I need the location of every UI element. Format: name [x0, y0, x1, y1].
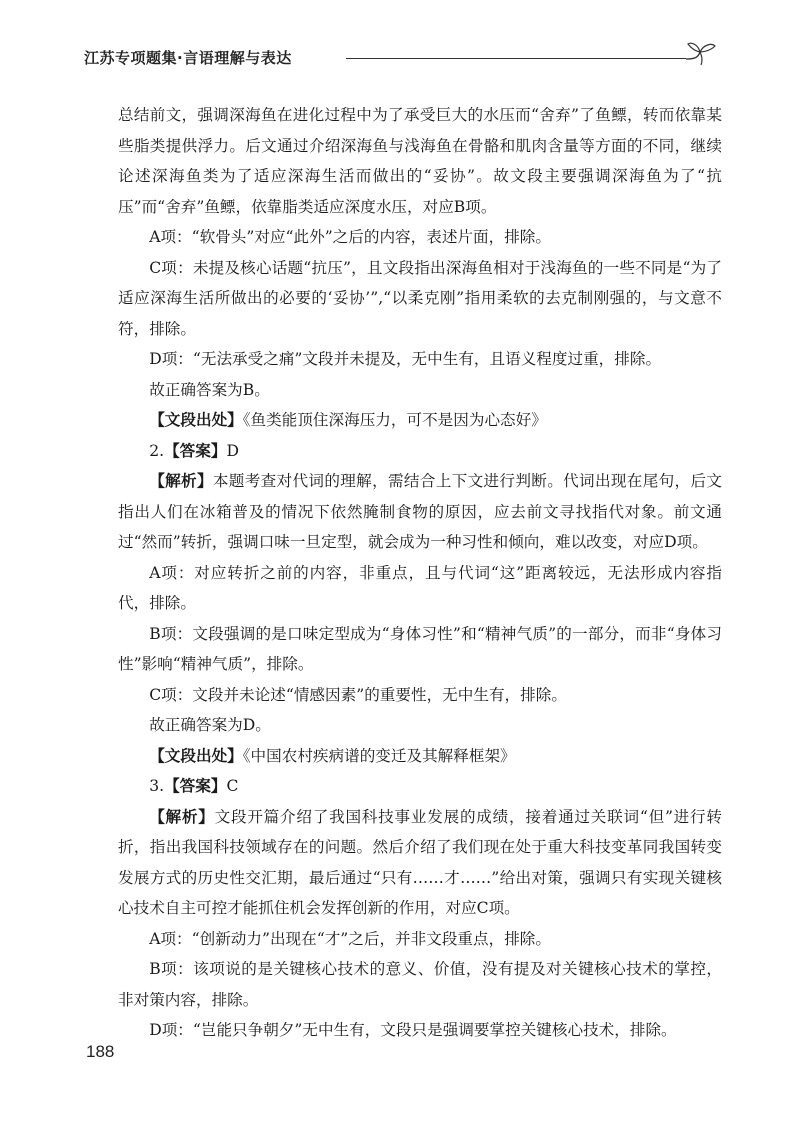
analysis-label: 【解析】 — [149, 472, 213, 490]
option-b-analysis: B项：该项说的是关键核心技术的意义、价值，没有提及对关键核心技术的掌控，非对策内容，排除。 — [118, 960, 722, 1009]
analysis-text: 本题考查对代词的理解，需结合上下文进行判断。代词出现在尾句，后文指出人们在冰箱普及的情况下依然腌制食物的原因，应去前文寻找指代对象。前文通过“然而”转折，强调口味一旦定型，就会成为一种习性和倾向，难以改变，对应D项。 — [118, 472, 722, 551]
answer-value: C — [226, 777, 239, 795]
correct-answer-line: 故正确答案为B。 — [149, 380, 270, 399]
option-d-analysis: D项：“无法承受之痛”文段并未提及，无中生有，且语义程度过重，排除。 — [149, 350, 662, 368]
source-label: 【文段出处】 — [149, 411, 243, 429]
option-a-analysis: A项：对应转折之前的内容，非重点，且与代词“这”距离较远，无法形成内容指代，排除。 — [118, 563, 722, 612]
source-line — [118, 741, 722, 772]
option-b-analysis: B项：文段强调的是口味定型成为“身体习性”和“精神气质”的一部分，而非“身体习性”影响“精神气质”，排除。 — [118, 624, 722, 673]
option-a-analysis: A项：“创新动力”出现在“才”之后，并非文段重点，排除。 — [149, 929, 551, 948]
answer-label: 【答案】 — [164, 441, 227, 460]
source-label: 【文段出处】 — [149, 746, 243, 765]
source-line — [118, 405, 722, 436]
page-body — [118, 100, 722, 1046]
answer-line — [118, 436, 722, 467]
option-d-analysis: D项：“岂能只争朝夕”无中生有，文段只是强调要掌控关键核心技术，排除。 — [149, 1021, 677, 1039]
answer-line — [118, 771, 722, 802]
option-a-analysis: A项：“软骨头”对应“此外”之后的内容，表述片面，排除。 — [149, 228, 551, 246]
answer-value: D — [226, 441, 239, 460]
analysis-text: 文段开篇介绍了我国科技事业发展的成绩，接着通过关联词“但”进行转折，指出我国科技领域存在的问题。然后介绍了我们现在处于重大科技变革同我国转变发展方式的历史性交汇期，最后通过“只有……才……”给出对策，强调只有实现关键核心技术自主可控才能抓住机会发挥创新的作用，对应C项。 — [118, 807, 722, 917]
paragraph-summary: 总结前文，强调深海鱼在进化过程中为了承受巨大的水压而“舍弃”了鱼鳔，转而依靠某些脂类提供浮力。后文通过介绍深海鱼与浅海鱼在骨骼和肌肉含量等方面的不同，继续论述深海鱼类为了适应深海生活而做出的“妥协”。故文段主要强调深海鱼为了“抗压”而“舍弃”鱼鳔，依靠脂类适应深度水压，对应B项。 — [118, 106, 722, 216]
header-rule — [346, 58, 686, 59]
header-title: 江苏专项题集·言语理解与表达 — [84, 49, 292, 67]
analysis-label: 【解析】 — [149, 807, 215, 826]
analysis-paragraph — [118, 802, 722, 924]
source-title: 《鱼类能顶住深海压力，可不是因为心态好》 — [242, 411, 547, 429]
source-title: 《中国农村疾病谱的变迁及其解释框架》 — [242, 746, 516, 765]
option-c-analysis: C项：文段并未论述“情感因素”的重要性，无中生有，排除。 — [149, 685, 567, 704]
running-header — [84, 38, 724, 72]
correct-answer-line: 故正确答案为D。 — [149, 716, 271, 734]
question-number: 3. — [149, 777, 165, 795]
answer-label: 【答案】 — [164, 777, 227, 795]
page-number: 188 — [86, 1042, 115, 1061]
question-number: 2. — [149, 441, 165, 460]
sprout-icon — [682, 38, 722, 68]
analysis-paragraph — [118, 466, 722, 558]
option-c-analysis: C项：未提及核心话题“抗压”，且文段指出深海鱼相对于浅海鱼的一些不同是“为了适应深海生活所做出的必要的‘妥协’”,“以柔克刚”指用柔软的去克制刚强的，与文意不符，排除。 — [118, 258, 722, 338]
